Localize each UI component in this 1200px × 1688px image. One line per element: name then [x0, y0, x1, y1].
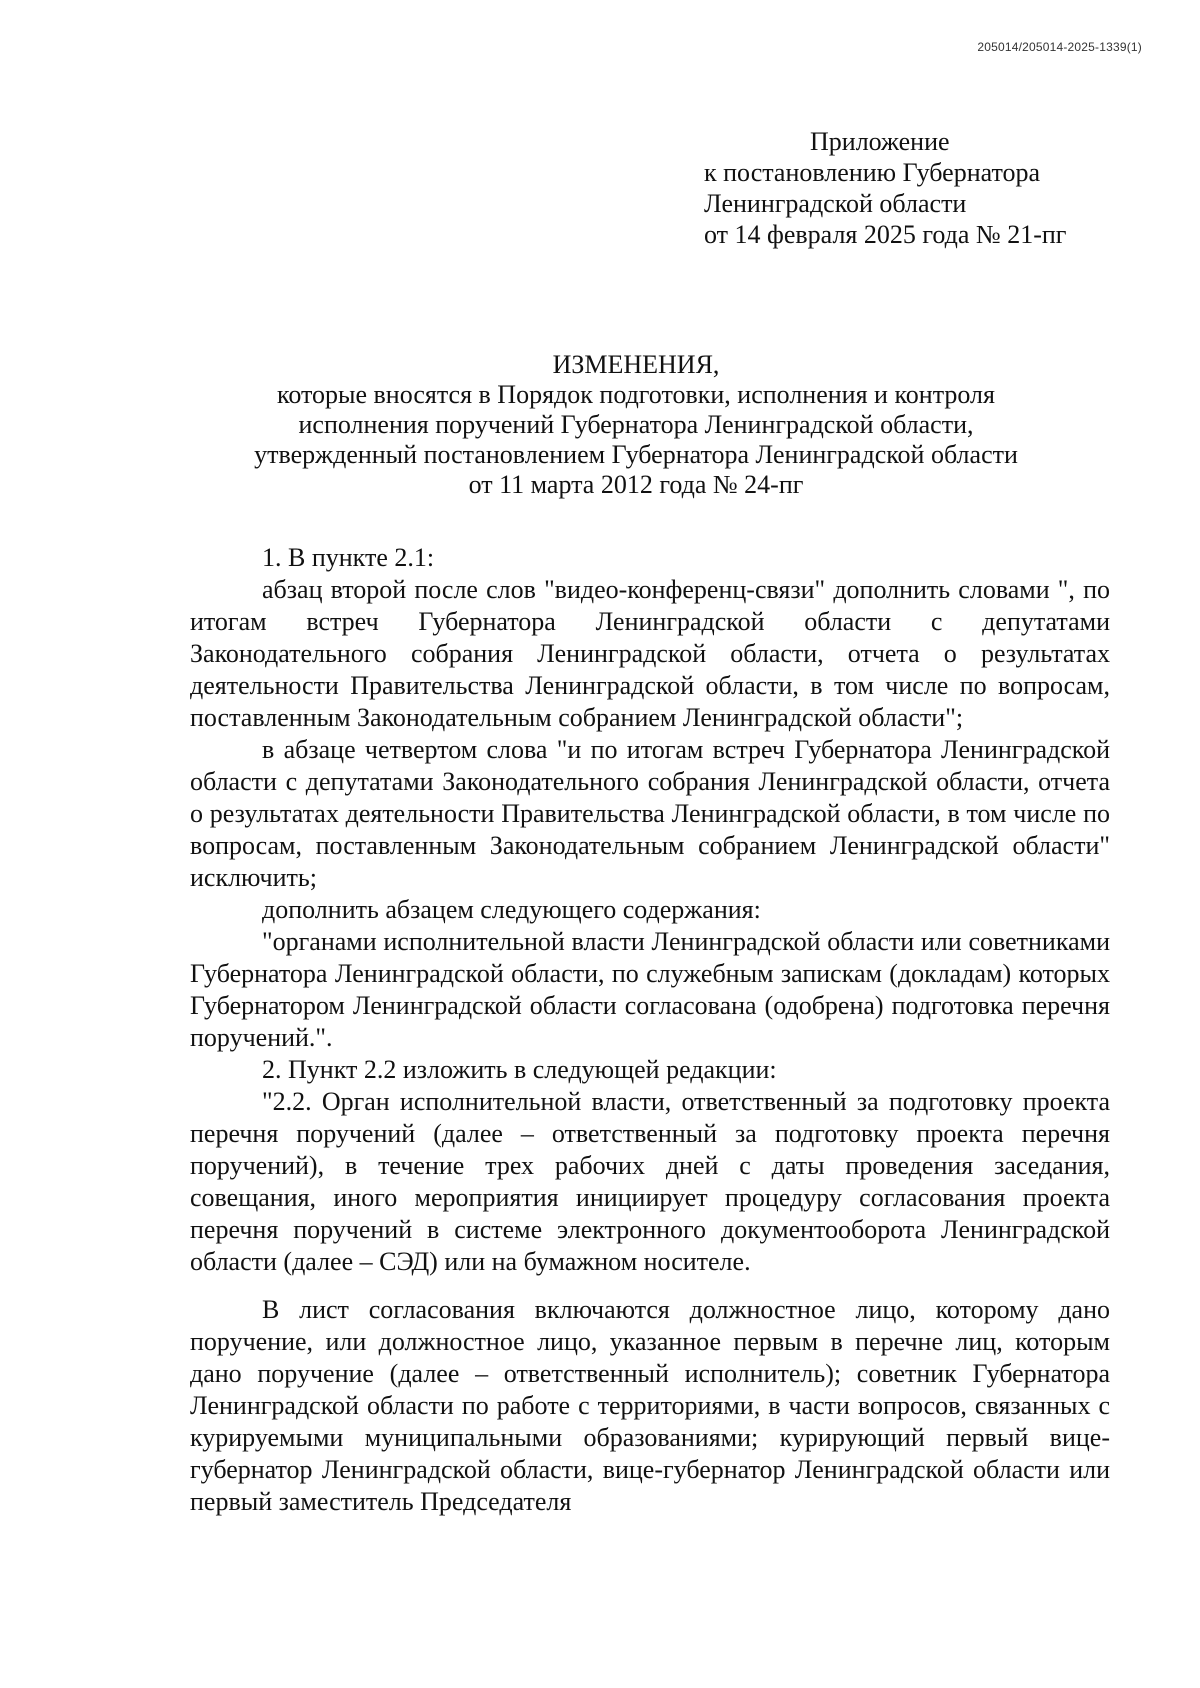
appendix-title: Приложение [810, 127, 950, 156]
paragraph: 1. В пункте 2.1: [262, 543, 435, 572]
paragraph: дополнить абзацем следующего содержания: [262, 895, 761, 924]
paragraph: 2. Пункт 2.2 изложить в следующей редакции: [262, 1055, 777, 1084]
document-heading [180, 350, 1092, 500]
appendix-line: от 14 февраля 2025 года № 21-пг [704, 220, 1067, 249]
heading-line: которые вносятся в Порядок подготовки, исполнения и контроля [277, 380, 995, 409]
document-id: 205014/205014-2025-1339(1) [977, 40, 1142, 54]
heading-line: исполнения поручений Губернатора Ленинградской области, [298, 410, 974, 439]
appendix-line: к постановлению Губернатора [704, 158, 1041, 187]
heading-line: утвержденный постановлением Губернатора Ленинградской области [254, 440, 1018, 469]
paragraph: В лист согласования включаются должностное лицо, которому дано поручение, или должностное лицо, указанное первым в перечне лиц, которым дано поручение (далее – ответственный исполнитель); советник Губернатора Ленинградской области по работе с территориями, в части вопросов, связанных с курируемыми муниципальными образованиями; курирующий первый вице-губернатор Ленинградской области, вице-губернатор Ленинградской области или первый заместитель Председателя [190, 1295, 1110, 1516]
paragraph: "2.2. Орган исполнительной власти, ответственный за подготовку проекта перечня поручений (далее – ответственный за подготовку проекта перечня поручений), в течение трех рабочих дней с даты проведения заседания, совещания, иного мероприятия инициирует процедуру согласования проекта перечня поручений в системе электронного документооборота Ленинградской области (далее – СЭД) или на бумажном носителе. [190, 1087, 1110, 1276]
document-body [190, 542, 1110, 1518]
paragraph: в абзаце четвертом слова "и по итогам встреч Губернатора Ленинградской области с депутатами Законодательного собрания Ленинградской области, отчета о результатах деятельности Правительства Ленинградской области, в том числе по вопросам, поставленным Законодательным собранием Ленинградской области" исключить; [190, 735, 1110, 892]
paragraph: абзац второй после слов "видео-конференц-связи" дополнить словами ", по итогам встреч Губернатора Ленинградской области с депутатами Законодательного собрания Ленинградской области, отчета о результатах деятельности Правительства Ленинградской области, в том числе по вопросам, поставленным Законодательным собранием Ленинградской области"; [190, 575, 1110, 732]
appendix-block [704, 126, 1066, 250]
paragraph: "органами исполнительной власти Ленинградской области или советниками Губернатора Ленинградской области, по служебным запискам (докладам) которых Губернатором Ленинградской области согласована (одобрена) подготовка перечня поручений.". [190, 927, 1110, 1052]
heading-title: ИЗМЕНЕНИЯ, [552, 350, 720, 379]
appendix-line: Ленинградской области [704, 189, 967, 218]
heading-line: от 11 марта 2012 года № 24-пг [468, 470, 804, 499]
